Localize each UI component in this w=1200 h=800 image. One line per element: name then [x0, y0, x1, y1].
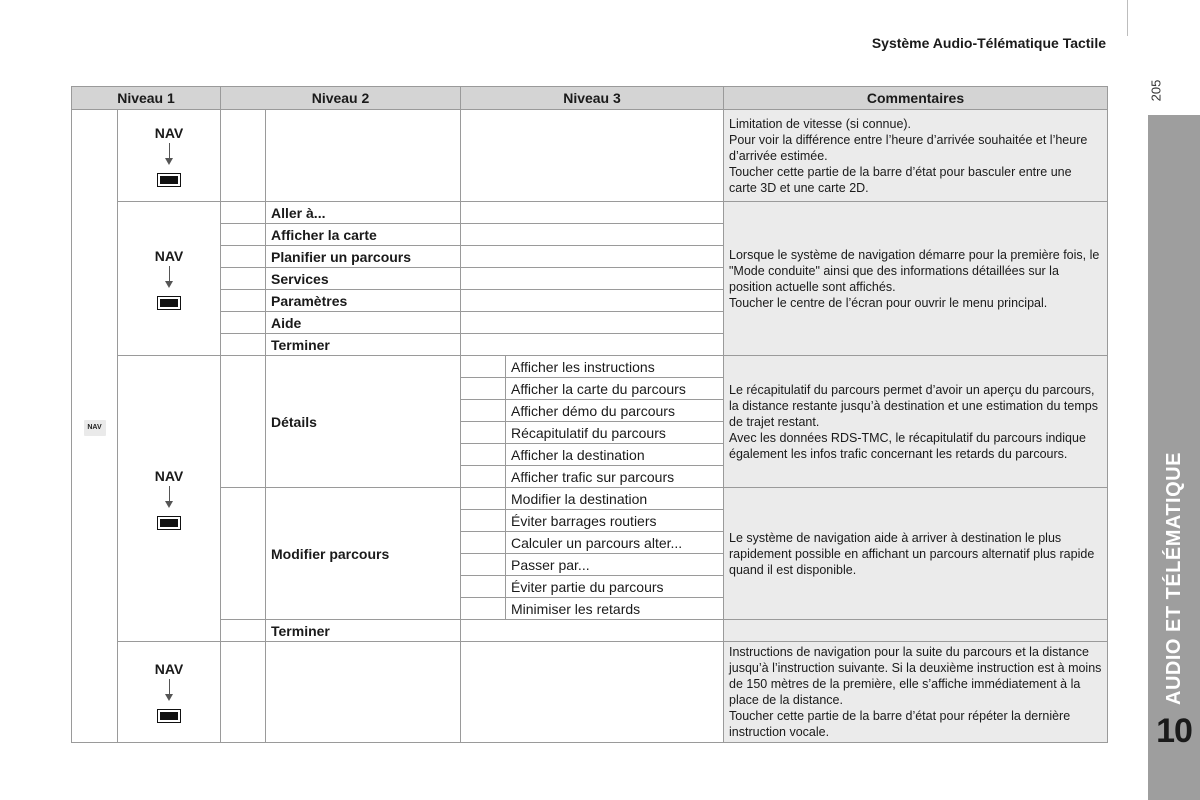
screen-icon: [157, 296, 181, 310]
nav-indicator: [118, 110, 221, 202]
screen-icon: [157, 709, 181, 723]
menu-item-terminer: Terminer: [266, 334, 461, 356]
nav-button-icon: NAV: [84, 420, 106, 436]
screen-icon: [157, 173, 181, 187]
page-number: [1140, 70, 1172, 110]
screen-icon: [157, 516, 181, 530]
menu-item-aller-a: Aller à...: [266, 202, 461, 224]
page-header-title: Système Audio-Télématique Tactile: [871, 35, 1106, 51]
menu-item-planifier-parcours: Planifier un parcours: [266, 246, 461, 268]
level1-cell: [72, 110, 118, 743]
page-number-text: 205: [1148, 79, 1164, 101]
menu-item-aide: Aide: [266, 312, 461, 334]
nav-indicator: [118, 356, 221, 642]
chapter-title: AUDIO ET TÉLÉMATIQUE: [1163, 452, 1185, 705]
comment-cell: [724, 642, 1108, 743]
navigation-menu-table: [71, 86, 1108, 743]
menu-item-services: Services: [266, 268, 461, 290]
submenu-item: Modifier la destination: [506, 488, 724, 510]
submenu-item: Calculer un parcours alter...: [506, 532, 724, 554]
submenu-item: Afficher la carte du parcours: [506, 378, 724, 400]
menu-item-afficher-carte: Afficher la carte: [266, 224, 461, 246]
table-row: [72, 620, 1108, 642]
menu-item-details: Détails: [266, 356, 461, 488]
comment-cell: [724, 488, 1108, 620]
table-row: [72, 202, 1108, 224]
nav-label: NAV: [154, 247, 184, 264]
submenu-item: Récapitulatif du parcours: [506, 422, 724, 444]
submenu-item: Afficher trafic sur parcours: [506, 466, 724, 488]
submenu-item: Passer par...: [506, 554, 724, 576]
top-divider: [1127, 0, 1128, 36]
comment-cell: [724, 356, 1108, 488]
header-niveau-3: Niveau 3: [461, 87, 724, 110]
arrow-down-icon: [169, 486, 170, 504]
submenu-item: Afficher la destination: [506, 444, 724, 466]
table-row: [72, 356, 1108, 378]
menu-item-parametres: Paramètres: [266, 290, 461, 312]
nav-indicator: [118, 642, 221, 743]
comment-cell: [724, 110, 1108, 202]
chapter-number: 10: [1156, 712, 1192, 750]
submenu-item: Éviter barrages routiers: [506, 510, 724, 532]
chapter-side-tab: [1148, 115, 1200, 800]
comment-cell: [724, 202, 1108, 356]
submenu-item: Afficher les instructions: [506, 356, 724, 378]
table-row: [72, 488, 1108, 510]
table-row: [72, 642, 1108, 743]
nav-label: NAV: [154, 467, 184, 484]
menu-item-modifier-parcours: Modifier parcours: [266, 488, 461, 620]
nav-indicator: [118, 202, 221, 356]
comment-text: Instructions de navigation pour la suite du parcours et la distance jusqu’à l’instruction suivante. Si la deuxième instruction est à moins de 150 mètres de la première, elle s’affiche immédiatement à la place de la distance. Toucher cette partie de la barre d’état pour répéter la dernière instruction vocale.: [729, 645, 1102, 739]
header-niveau-2: Niveau 2: [221, 87, 461, 110]
submenu-item: Éviter partie du parcours: [506, 576, 724, 598]
nav-label: NAV: [154, 661, 184, 677]
arrow-down-icon: [169, 679, 170, 697]
arrow-down-icon: [169, 266, 170, 284]
header-commentaires: Commentaires: [724, 87, 1108, 110]
comment-text: Le récapitulatif du parcours permet d’avoir un aperçu du parcours, la distance restante jusqu’à destination et une estimation du temps de trajet restant. Avec les données RDS-TMC, le récapitulatif du parcours indique également les infos trafic concernant les retards du parcours.: [729, 382, 1098, 461]
table-row: [72, 110, 1108, 202]
arrow-down-icon: [169, 143, 170, 161]
table-header-row: [72, 87, 1108, 110]
comment-text: Lorsque le système de navigation démarre pour la première fois, le "Mode conduite" ainsi que des informations détaillées sur la position actuelle sont affichés. Toucher le centre de l’écran pour ouvrir le menu principal.: [729, 247, 1100, 310]
submenu-item: Minimiser les retards: [506, 598, 724, 620]
comment-text: Le système de navigation aide à arriver à destination le plus rapidement possible en affichant un parcours alternatif plus rapide quand il est disponible.: [729, 530, 1095, 577]
menu-item-terminer: Terminer: [266, 620, 461, 642]
submenu-item: Afficher démo du parcours: [506, 400, 724, 422]
nav-label: NAV: [154, 124, 184, 141]
comment-text: Limitation de vitesse (si connue). Pour voir la différence entre l’heure d’arrivée souhaitée et l’heure d’arrivée estimée. Toucher cette partie de la barre d’état pour basculer entre une carte 3D et une carte 2D.: [729, 116, 1088, 195]
header-niveau-1: Niveau 1: [72, 87, 221, 110]
